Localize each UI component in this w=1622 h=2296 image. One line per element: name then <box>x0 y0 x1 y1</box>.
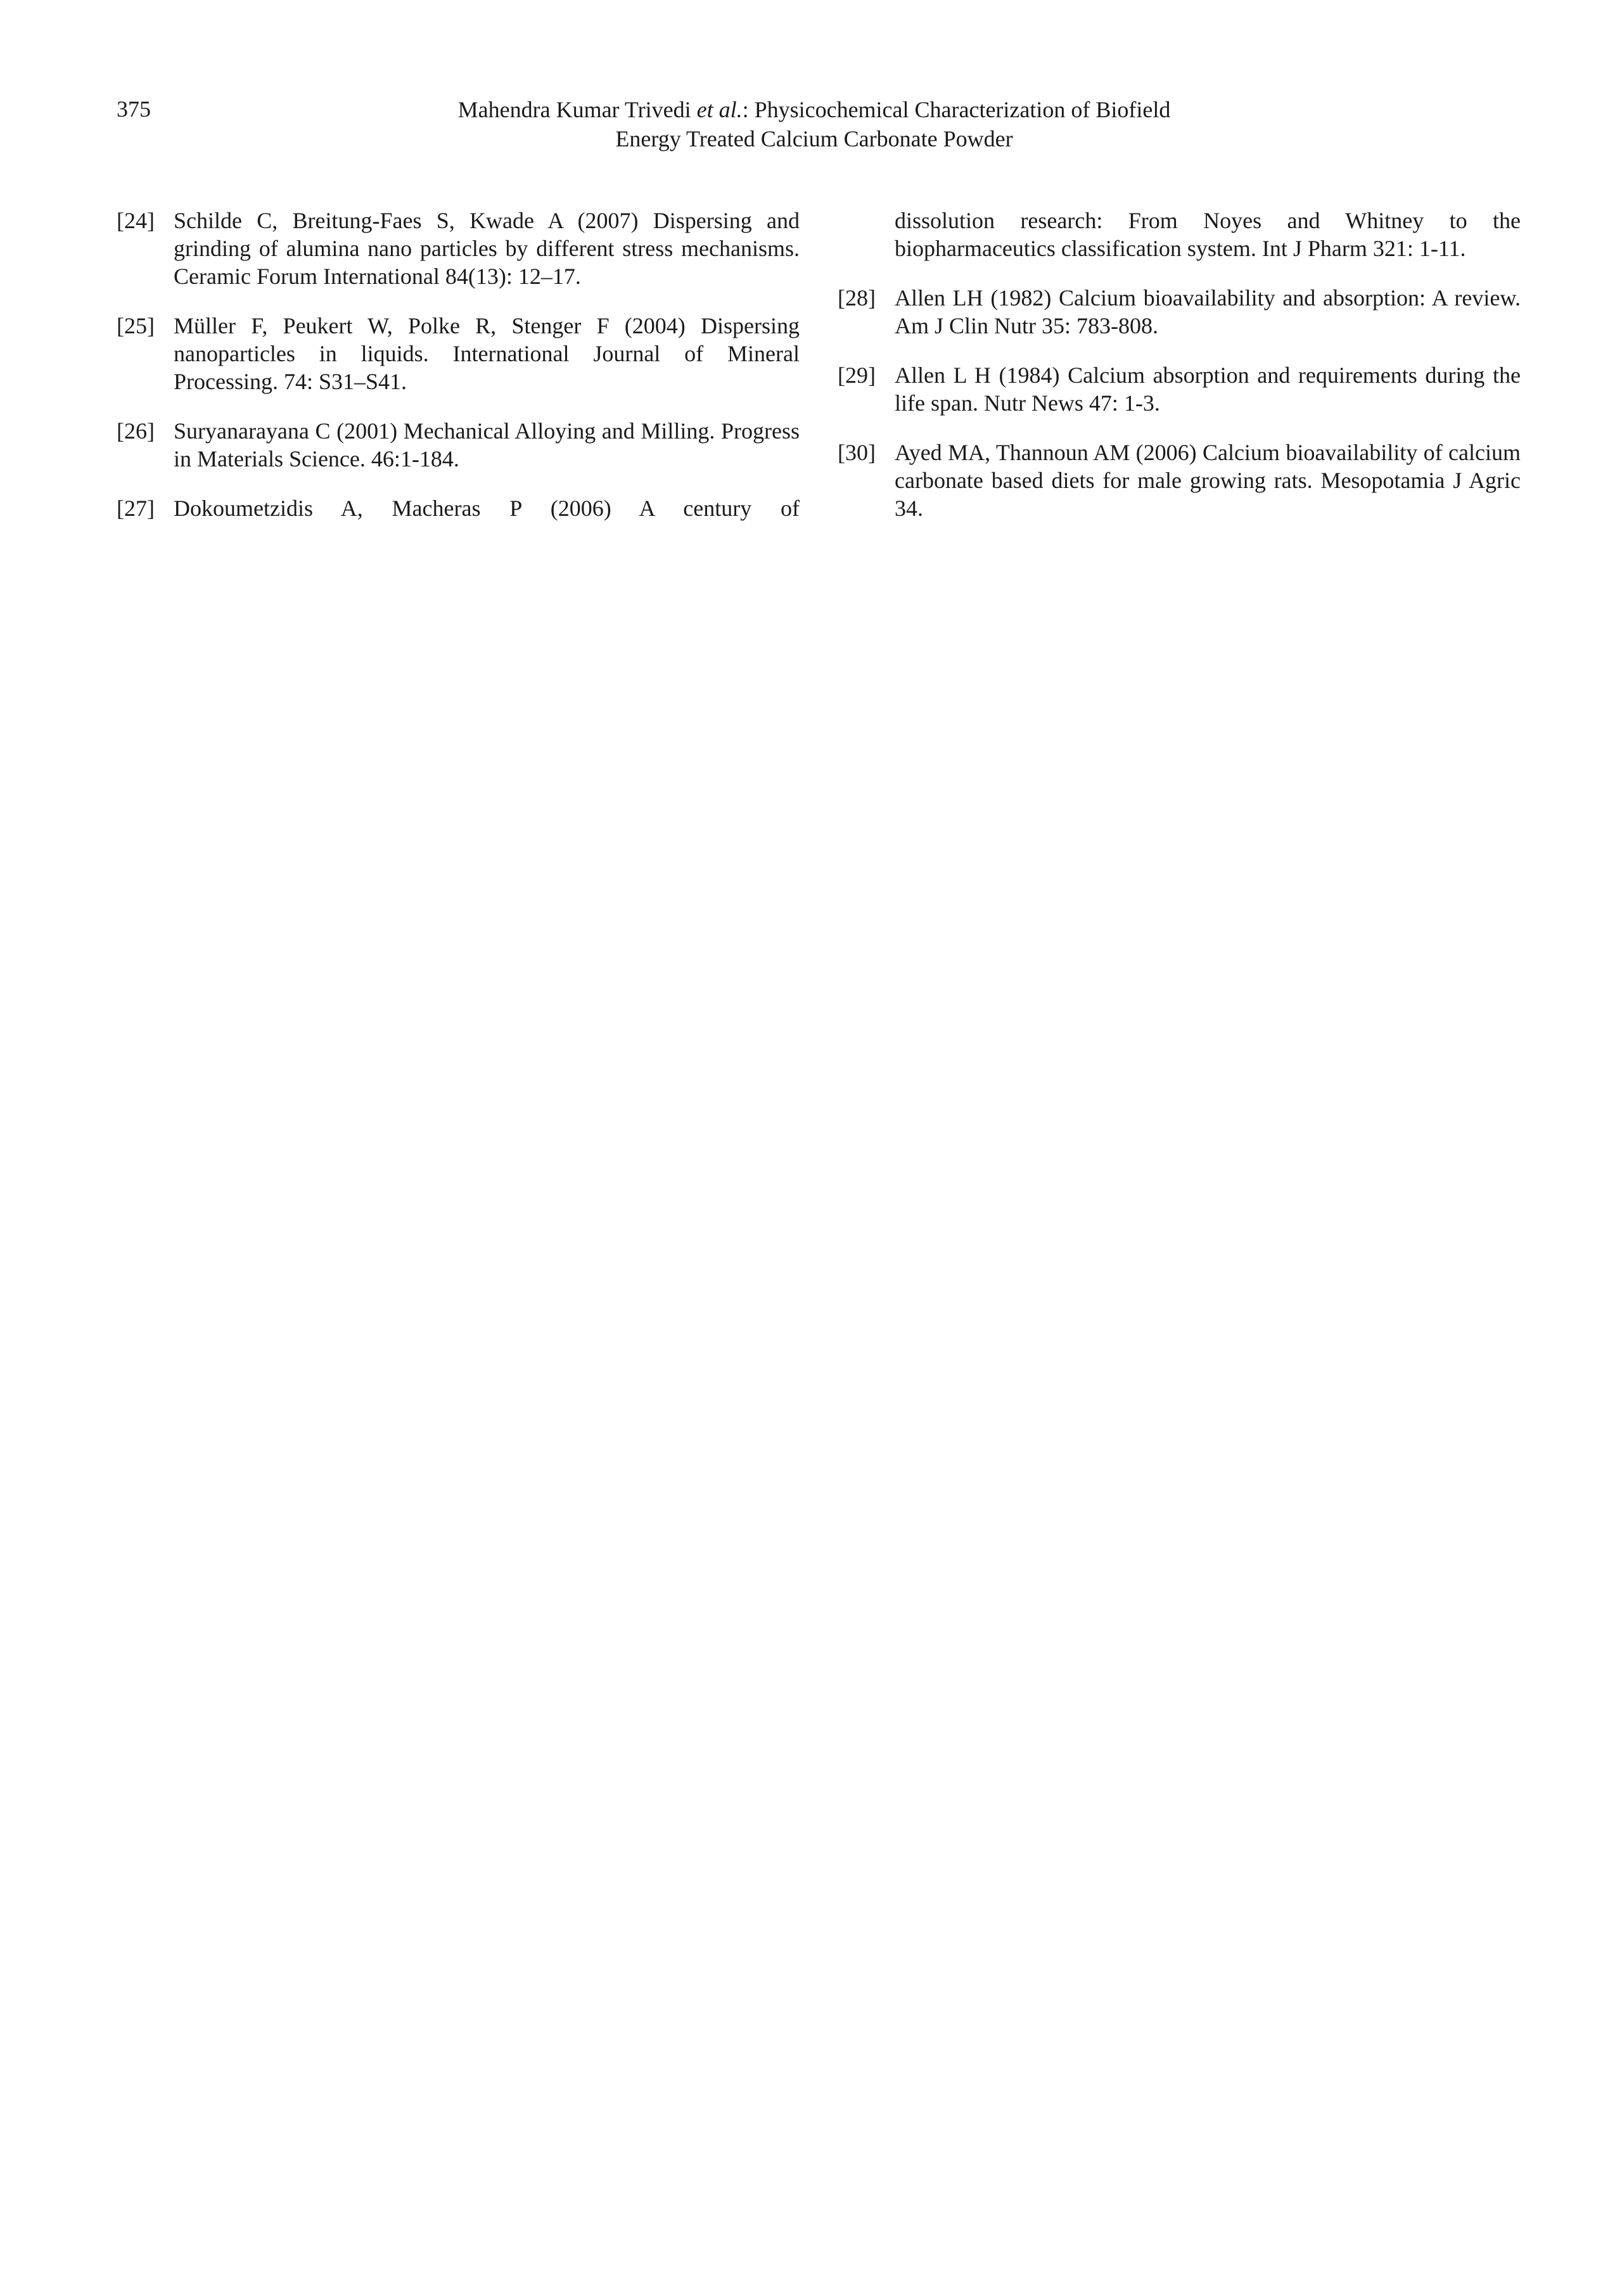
reference-text: Ayed MA, Thannoun AM (2006) Calcium bioavailability of calcium carbonate based diets for male growing rats. Mesopotamia J Agric 34. <box>895 440 1521 521</box>
reference-text: dissolution research: From Noyes and Whitney to the biopharmaceutics classification system. Int J Pharm 321: 1-11. <box>895 208 1521 261</box>
reference-number: [28] <box>838 285 876 311</box>
references-right-column <box>838 207 1521 544</box>
reference-number: [26] <box>117 418 155 444</box>
reference-29 <box>838 361 1521 417</box>
reference-24 <box>117 207 800 290</box>
reference-number: [30] <box>838 440 876 465</box>
page-number: 375 <box>117 96 151 122</box>
reference-number: [25] <box>117 313 155 338</box>
reference-number: [24] <box>117 208 155 233</box>
reference-text: Suryanarayana C (2001) Mechanical Alloying and Milling. Progress in Materials Science. 46:1-184. <box>174 418 800 471</box>
reference-number: [29] <box>838 362 876 388</box>
header-et-al: et al. <box>696 97 743 122</box>
running-header-line-1 <box>355 95 1274 124</box>
reference-text: Müller F, Peukert W, Polke R, Stenger F (2004) Dispersing nanoparticles in liquids. International Journal of Mineral Processing. 74: S31–S41. <box>174 313 800 394</box>
reference-30 <box>838 439 1521 522</box>
header-title-part-1: : Physicochemical Characterization of Biofield <box>742 97 1171 122</box>
reference-26 <box>117 417 800 473</box>
reference-27-continuation <box>838 207 1521 262</box>
reference-text: Schilde C, Breitung-Faes S, Kwade A (2007) Dispersing and grinding of alumina nano particles by different stress mechanisms. Ceramic Forum International 84(13): 12–17. <box>174 208 800 289</box>
reference-25 <box>117 312 800 395</box>
running-header-line-2: Energy Treated Calcium Carbonate Powder <box>615 126 1013 151</box>
reference-text: Allen L H (1984) Calcium absorption and requirements during the life span. Nutr News 47: 1-3. <box>895 362 1521 416</box>
reference-28 <box>838 284 1521 340</box>
running-header <box>355 95 1274 153</box>
header-authors: Mahendra Kumar Trivedi <box>457 97 691 122</box>
reference-text: Allen LH (1982) Calcium bioavailability and absorption: A review. Am J Clin Nutr 35: 783-808. <box>895 285 1521 338</box>
reference-number: [27] <box>117 496 155 521</box>
reference-text: Dokoumetzidis A, Macheras P (2006) A century of <box>174 496 800 521</box>
references-left-column <box>117 207 800 544</box>
reference-27 <box>117 494 800 522</box>
